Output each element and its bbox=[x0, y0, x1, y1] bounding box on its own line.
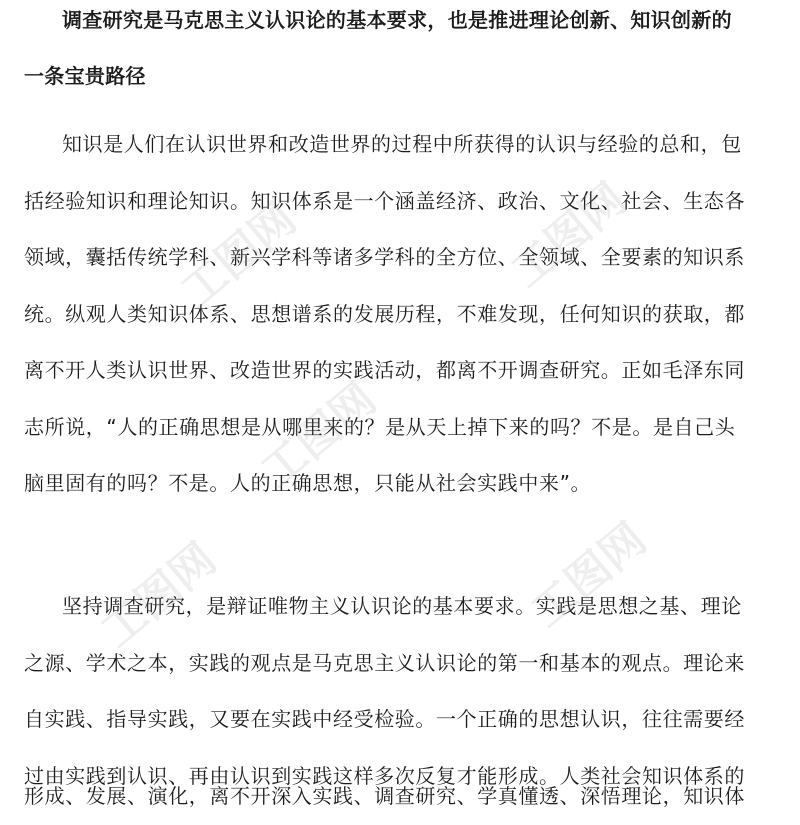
watermark-logo: 工图网 bbox=[251, 373, 386, 498]
paragraph-line: 领域，囊括传统学科、新兴学科等诸多学科的全方位、全领域、全要素的知识系 bbox=[24, 245, 745, 269]
paragraph-knowledge bbox=[24, 116, 776, 512]
watermark-logo: 工图网 bbox=[91, 533, 226, 658]
paragraph-line: 统。纵观人类知识体系、思想谱系的发展历程，不难发现，任何知识的获取，都 bbox=[24, 301, 745, 326]
heading-line-2: 一条宝贵路径 bbox=[24, 64, 146, 88]
paragraph-line: 知识是人们在认识世界和改造世界的过程中所获得的认识与经验的总和，包 bbox=[62, 132, 742, 156]
paragraph-line: 之源、学术之本，实践的观点是马克思主义认识论的第一和基本的观点。理论来 bbox=[24, 650, 745, 675]
paragraph-line: 志所说，“人的正确思想是从哪里来的？是从天上掉下来的吗？不是。是自己头 bbox=[24, 414, 736, 439]
paragraph-line: 离不开人类认识世界、改造世界的实践活动，都离不开调查研究。正如毛泽东同 bbox=[24, 358, 745, 382]
paragraph-line: 括经验知识和理论知识。知识体系是一个涵盖经济、政治、文化、社会、生态各 bbox=[24, 188, 745, 213]
heading-line-1: 调查研究是马克思主义认识论的基本要求，也是推进理论创新、知识创新的 bbox=[62, 8, 732, 32]
paragraph-continued bbox=[24, 768, 776, 825]
paragraph-line: 形成、发展、演化，离不开深入实践、调查研究、学真懂透、深悟理论，知识体 bbox=[24, 784, 745, 808]
paragraph-line: 脑里固有的吗？不是。人的正确思想，只能从社会实践中来”。 bbox=[24, 471, 592, 495]
paragraph-line: 坚持调查研究，是辩证唯物主义认识论的基本要求。实践是思想之基、理论 bbox=[62, 594, 742, 618]
paragraph-line: 过由实践到认识、再由认识到实践这样多次反复才能形成。人类社会知识体系的 bbox=[24, 763, 745, 788]
watermark-logo: 工图网 bbox=[171, 193, 306, 318]
section-heading bbox=[24, 0, 784, 104]
watermark-logo: 工图网 bbox=[521, 513, 656, 638]
watermark-logo: 工图网 bbox=[501, 173, 636, 298]
paragraph-line: 自实践、指导实践，又要在实践中经受检验。一个正确的思想认识，往往需要经 bbox=[24, 707, 745, 731]
